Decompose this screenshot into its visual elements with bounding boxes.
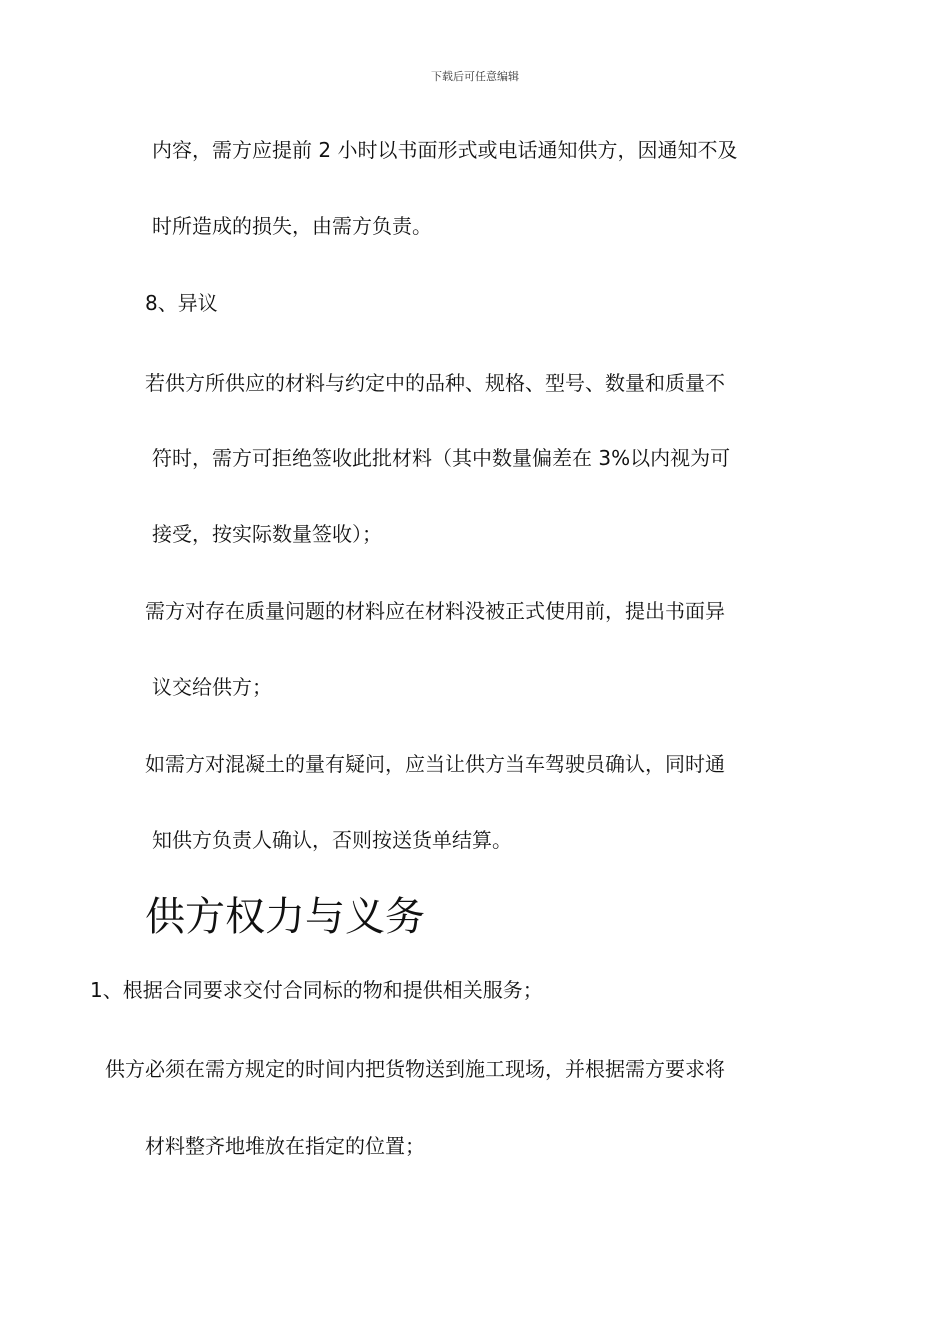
paragraph-line: 需方对存在质量问题的材料应在材料没被正式使用前，提出书面异 [145,599,725,623]
paragraph-line: 时所造成的损失，由需方负责。 [152,214,432,238]
paragraph-line: 议交给供方； [152,675,272,699]
section-label: 8、异议 [145,291,218,315]
list-item: 1、根据合同要求交付合同标的物和提供相关服务； [90,978,543,1002]
paragraph-line: 内容，需方应提前 2 小时以书面形式或电话通知供方，因通知不及 [152,138,738,162]
paragraph-line: 如需方对混凝土的量有疑问，应当让供方当车驾驶员确认，同时通 [145,752,725,776]
page-header: 下载后可任意编辑 [431,70,519,83]
paragraph-line: 若供方所供应的材料与约定中的品种、规格、型号、数量和质量不 [145,371,725,395]
paragraph-line: 接受，按实际数量签收）； [152,522,382,546]
paragraph-line: 符时，需方可拒绝签收此批材料（其中数量偏差在 3%以内视为可 [152,446,731,470]
paragraph-line: 供方必须在需方规定的时间内把货物送到施工现场，并根据需方要求将 [105,1057,725,1081]
section-heading: 供方权力与义务 [145,894,425,940]
paragraph-line: 材料整齐地堆放在指定的位置； [145,1134,425,1158]
paragraph-line: 知供方负责人确认，否则按送货单结算。 [152,828,512,852]
